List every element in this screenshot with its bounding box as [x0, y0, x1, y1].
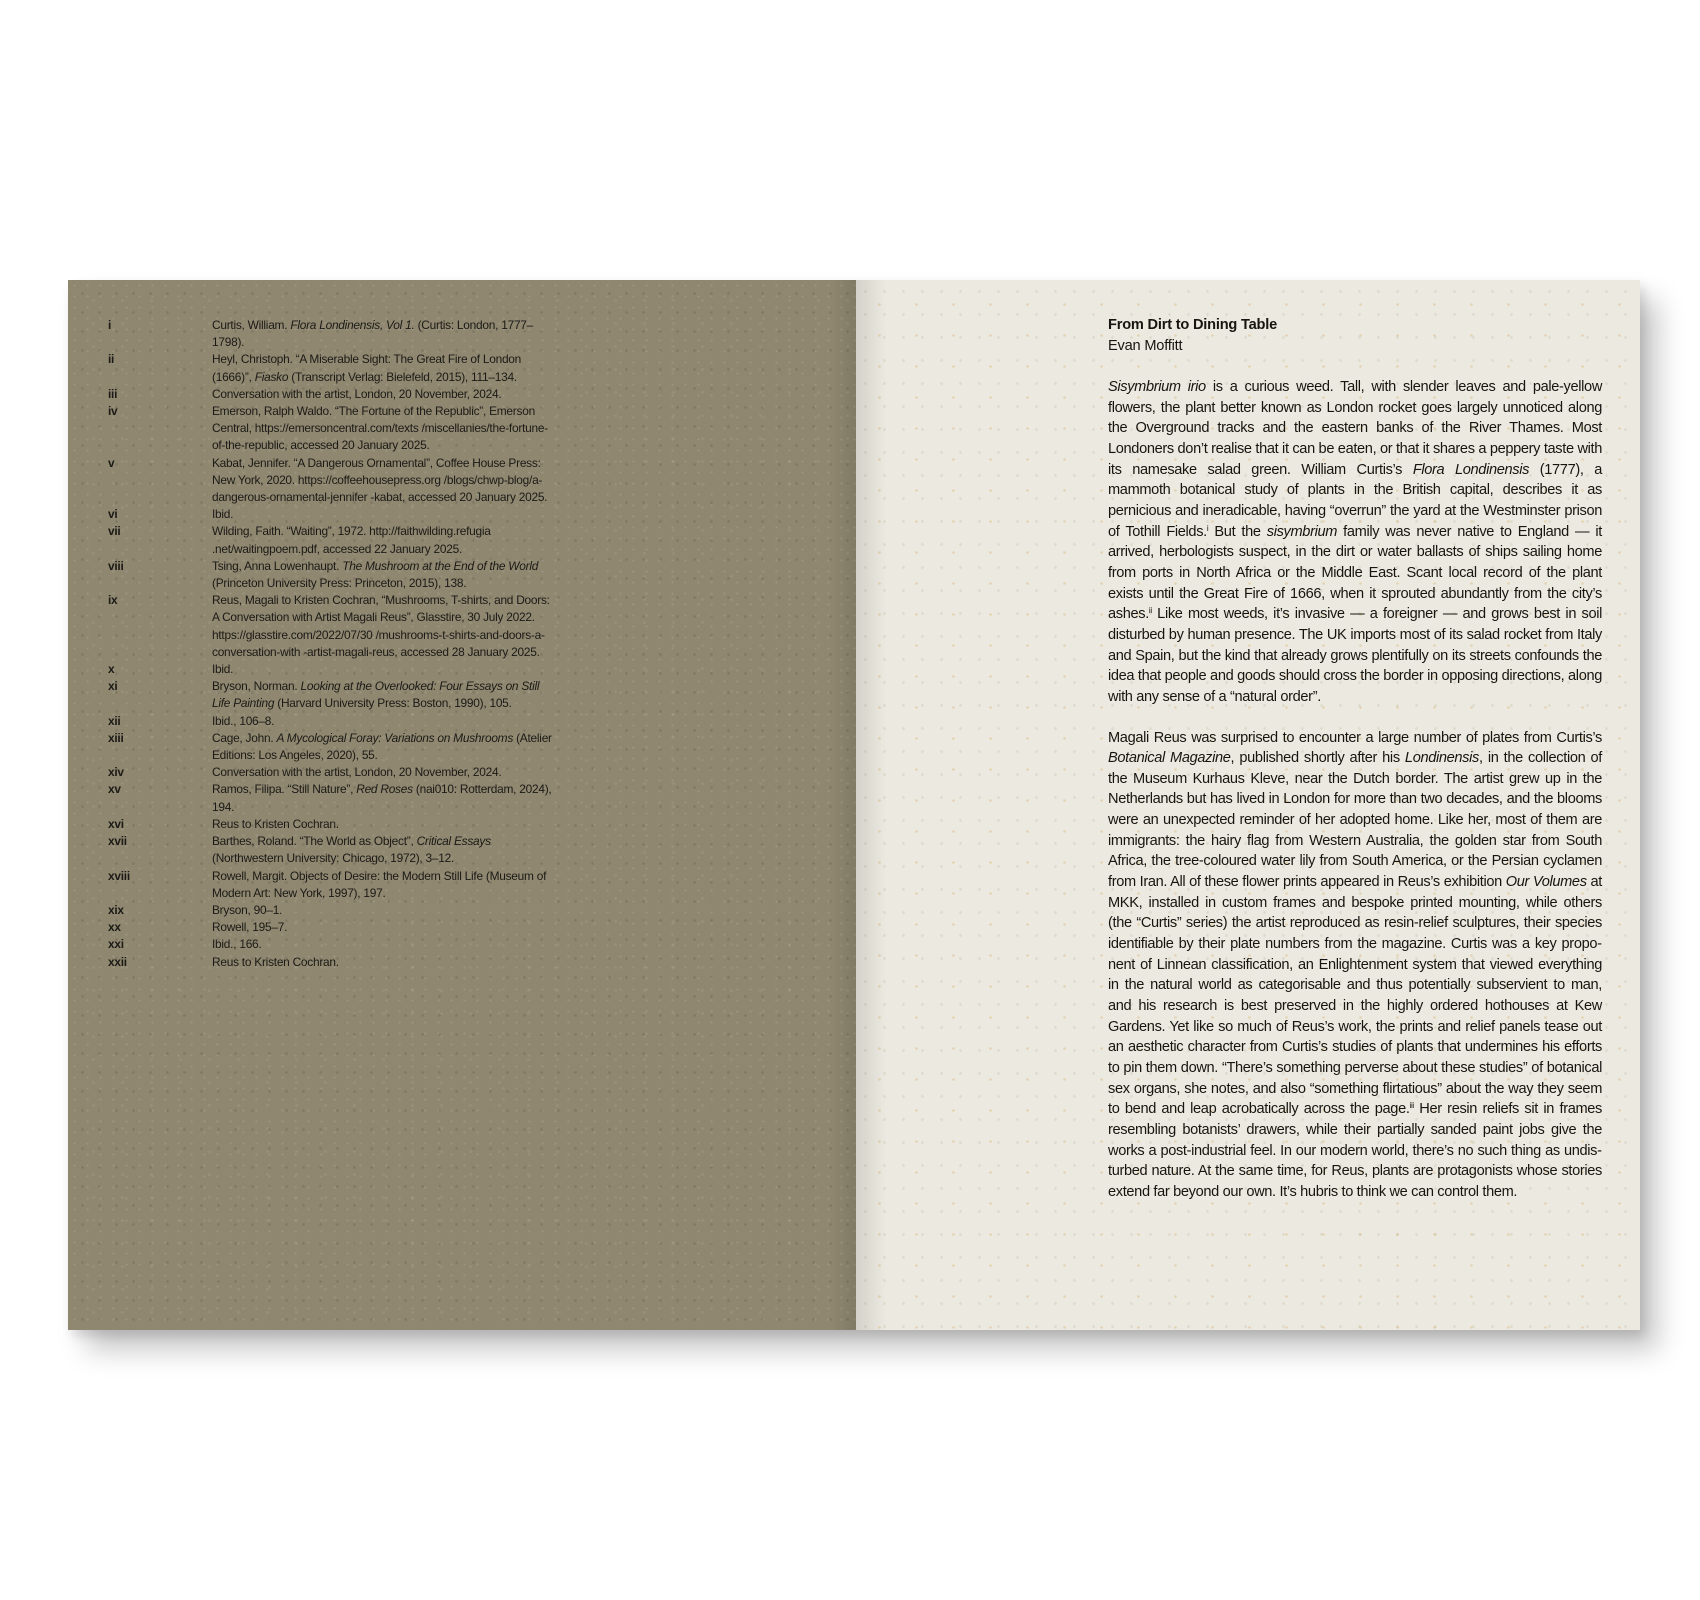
essay-paragraph [1108, 728, 1602, 1203]
italic-text: Fiasko [254, 369, 289, 384]
italic-text: Londinensis [1404, 750, 1479, 767]
text-run: Barthes, Roland. “The World as Object”, [212, 834, 417, 849]
text-run: Kabat, Jennifer. “A Dangerous Ornamental”, Coffee House Press: New York, 2020. https://coffeehousepress.org /blogs/chwp-blog/a-dangerous-ornamental-jennifer -kabat, accessed 20 January 2025. [212, 455, 548, 505]
text-run: Magali Reus was surprised to encounter a large number of plates from Curtis’s [1108, 729, 1602, 746]
endnote-number: vi [108, 507, 118, 522]
italic-text: Our Volumes [1505, 874, 1587, 891]
endnote [108, 730, 708, 764]
endnote-text [212, 678, 552, 712]
endnote-number: i [108, 318, 112, 332]
italic-text: Sisymbrium irio [1108, 379, 1206, 395]
endnote-text [212, 730, 552, 764]
endnote [108, 678, 708, 712]
endnote-text [212, 936, 552, 953]
text-run: Emerson, Ralph Waldo. “The Fortune of the Republic”, Emerson Central, https://emersoncentral.com/texts /miscellanies/the-fortune-of-the-republic, accessed 20 January 2025. [212, 404, 548, 453]
endnote-text [212, 902, 552, 919]
endnote-text [212, 523, 552, 557]
text-run: Heyl, Christoph. “A Miserable Sight: The Great Fire of London (1666)”, [212, 352, 522, 384]
text-run: Rowell, Margit. Objects of Desire: the Modern Still Life (Museum of Modern Art: New York, 1997), 197. [212, 868, 547, 900]
italic-text: A Mycological Foray: Variations on Mushrooms [276, 730, 514, 745]
text-run: Like most weeds, it’s invasive — a foreigner — and grows best in soil disturbed by human presence. The UK imports most of its salad rocket from Italy and Spain, but the kind that already grows plentifully on its streets confounds the idea that people and goods should cross the border in opposing directions, along with any sense of a “natural order”. [1108, 606, 1602, 705]
text-run: (Curtis: London, 1777–1798). [212, 318, 534, 350]
footnote-marker: i [1206, 523, 1209, 533]
text-run: Conversation with the artist, London, 20 November, 2024. [212, 765, 502, 780]
essay [1108, 315, 1602, 1203]
text-run: Reus to Kristen Cochran. [212, 954, 339, 969]
endnote [108, 868, 708, 902]
text-run: (Princeton University Press: Princeton, 2015), 138. [212, 576, 467, 591]
endnote-text [212, 317, 552, 351]
endnote-number: viii [108, 558, 124, 573]
endnote-text [212, 764, 552, 781]
endnote-text [212, 386, 552, 403]
endnote-text [212, 954, 552, 971]
endnote [108, 592, 708, 661]
endnote [108, 936, 708, 953]
text-run: Conversation with the artist, London, 20 November, 2024. [212, 386, 502, 401]
endnote-text [212, 868, 552, 902]
endnote-number: xiii [108, 730, 124, 745]
endnote-number: xii [108, 713, 121, 728]
footnote-marker: ii [1148, 606, 1152, 616]
endnote-number: ii [108, 352, 115, 367]
italic-text: Flora Londinensis [1412, 461, 1530, 478]
endnote-text [212, 506, 552, 523]
essay-body [1108, 377, 1602, 1203]
italic-text: Flora Londinensis, Vol 1. [290, 318, 415, 332]
endnote-text [212, 919, 552, 936]
endnote [108, 919, 708, 936]
text-run: (1777), a mammoth botanical study of plants in the British capital, describes it as pernicious and ineradicable, having “overrun” the yard at the Westminster prison of Tothill Fields. [1108, 461, 1603, 540]
italic-text: Red Roses [356, 782, 413, 797]
endnote-number: xxi [108, 937, 124, 952]
text-run: Ibid. [212, 662, 234, 677]
endnote [108, 558, 708, 592]
text-run: Curtis, William. [212, 318, 291, 332]
endnote-text [212, 351, 552, 385]
endnote [108, 713, 708, 730]
endnote [108, 816, 708, 833]
endnote-number: iv [108, 404, 118, 419]
italic-text: Looking at the Overlooked: Four Essays on Still Life Painting [212, 679, 540, 711]
text-run: (Northwestern University: Chicago, 1972), 3–12. [212, 851, 455, 866]
endnote-text [212, 781, 552, 815]
endnote [108, 317, 708, 351]
endnote-text [212, 592, 552, 661]
endnote-text [212, 816, 552, 833]
endnote [108, 351, 708, 385]
text-run: (Transcript Verlag: Bielefeld, 2015), 111–134. [288, 369, 517, 384]
text-run: Cage, John. [212, 730, 277, 745]
endnote [108, 833, 708, 867]
endnote [108, 661, 708, 678]
text-run: Tsing, Anna Lowenhaupt. [212, 558, 343, 573]
text-run: Bryson, 90–1. [212, 902, 283, 917]
endnote-number: xviii [108, 868, 130, 883]
right-page-essay [856, 280, 1640, 1330]
endnote-number: xvi [108, 816, 124, 831]
endnote-number: x [108, 662, 115, 677]
essay-title: From Dirt to Dining Table [1108, 317, 1278, 333]
text-run: is a curious weed. Tall, with slender leaves and pale-yellow flowers, the plant better known as London rocket goes largely unnoticed along the Overground tracks and the eastern banks of the River Thames. Most Londoners don’t realise that it can be eaten, or that it shares a peppery taste with its namesake salad green. William Curtis’s [1108, 379, 1603, 478]
text-run: Ibid. [212, 507, 234, 522]
text-run: Rowell, 195–7. [212, 920, 288, 935]
endnote-number: xiv [108, 765, 124, 780]
text-run: family was never native to England — it arrived, herbologists suspect, in the dirt or water ballasts of ships sailing home from ports in North Africa or the Middle East. Scant local record of the plant exists until the Great Fire of 1666, when it sprouted abundantly from the city’s ashes. [1108, 523, 1602, 623]
endnote-number: iii [108, 386, 118, 401]
italic-text: The Mushroom at the End of the World [342, 558, 539, 573]
endnotes-list [108, 317, 708, 971]
endnote-number: vii [108, 524, 121, 539]
book-spread [68, 280, 1640, 1330]
endnote [108, 386, 708, 403]
text-run: at MKK, installed in custom frames and bespoke printed mounting, while others (the “Curtis” series) the artist reproduced as resin-relief sculptures, their species identifiable by their plate numbers from the magazine. Curtis was a key proponent of Linnean classification, an Enlightenment system that viewed everything in the natural world as categorisable and thus potentially subservient to man, and his research is best preserved in the highly ordered hothouses at Kew Gardens. Yet like so much of Reus’s work, the prints and relief panels tease out an aesthetic character from Curtis’s studies of plants that undermines his efforts to pin them down. “There’s something perverse about these studies” of botanical sex organs, she notes, and also “something flirtatious” about the way they seem to bend and leap acrobatically across the page. [1108, 874, 1602, 1118]
endnote [108, 523, 708, 557]
text-run: But the [1208, 523, 1267, 540]
endnote-number: xvii [108, 834, 127, 849]
text-run: (Harvard University Press: Boston, 1990), 105. [274, 696, 512, 711]
endnote-number: xix [108, 902, 124, 917]
endnote [108, 781, 708, 815]
endnote-text [212, 455, 552, 507]
text-run: Bryson, Norman. [212, 679, 301, 694]
endnote-number: ix [108, 593, 118, 608]
endnote-text [212, 713, 552, 730]
text-run: Ibid., 106–8. [212, 713, 275, 728]
endnote [108, 902, 708, 919]
italic-text: Botanical Magazine [1108, 750, 1231, 767]
endnote-number: xv [108, 782, 121, 797]
endnote [108, 764, 708, 781]
text-run: (nai010: Rotterdam, 2024), 194. [212, 782, 552, 814]
text-run: Wilding, Faith. “Waiting”, 1972. http://faithwilding.refugia .net/waitingpoem.pdf, accessed 22 January 2025. [212, 524, 491, 556]
endnote [108, 455, 708, 507]
endnote-text [212, 661, 552, 678]
endnote-text [212, 833, 552, 867]
endnote-text [212, 558, 552, 592]
text-run: (Atelier Editions: Los Angeles, 2020), 55. [212, 730, 552, 763]
endnote-number: xxii [108, 954, 127, 969]
endnote [108, 506, 708, 523]
text-run: Reus, Magali to Kristen Cochran, “Mushrooms, T-shirts, and Doors: A Conversation with Artist Magali Reus”, Glasstire, 30 July 2022. https://glasstire.com/2022/07/30 /mushrooms-t-shirts-and-doors-a-conversation-with -artist-magali-reus, accessed 28 January 2025. [212, 593, 550, 659]
essay-author: Evan Moffitt [1108, 338, 1183, 354]
text-run: , in the collection of the Museum Kurhaus Kleve, near the Dutch border. The artist grew up in the Netherlands but has lived in London for more than two decades, and the blooms were an unexpected reminder of her adopted home. Like her, most of them are immigrants: the hairy flag from Western Australia, the golden star from South Africa, the tree-coloured water lily from South America, or the Persian cyclamen from Iran. All of these flower prints appeared in Reus’s exhibition [1108, 750, 1602, 891]
endnote [108, 403, 708, 455]
endnote-text [212, 403, 552, 455]
endnote-number: xi [108, 679, 118, 694]
text-run: Ramos, Filipa. “Still Nature”, [212, 782, 357, 797]
essay-paragraph [1108, 377, 1602, 708]
text-run: , published shortly after his [1230, 750, 1405, 767]
text-run: Her resin reliefs sit in frames resembling botanists’ drawers, while their partially sanded paint jobs give the works a post-industrial feel. In our modern world, there’s no such thing as undisturbed nature. At the same time, for Reus, plants are protagonists whose stories extend far beyond our own. It’s hubris to think we can control them. [1108, 1101, 1602, 1200]
italic-text: sisymbrium [1266, 523, 1338, 540]
text-run: Reus to Kristen Cochran. [212, 816, 339, 831]
footnote-marker: iii [1409, 1101, 1414, 1111]
italic-text: Critical Essays [416, 834, 491, 849]
left-page-endnotes [68, 280, 856, 1330]
endnote-number: xx [108, 920, 121, 935]
endnote-number: v [108, 455, 115, 470]
text-run: Ibid., 166. [212, 937, 262, 952]
endnote [108, 954, 708, 971]
